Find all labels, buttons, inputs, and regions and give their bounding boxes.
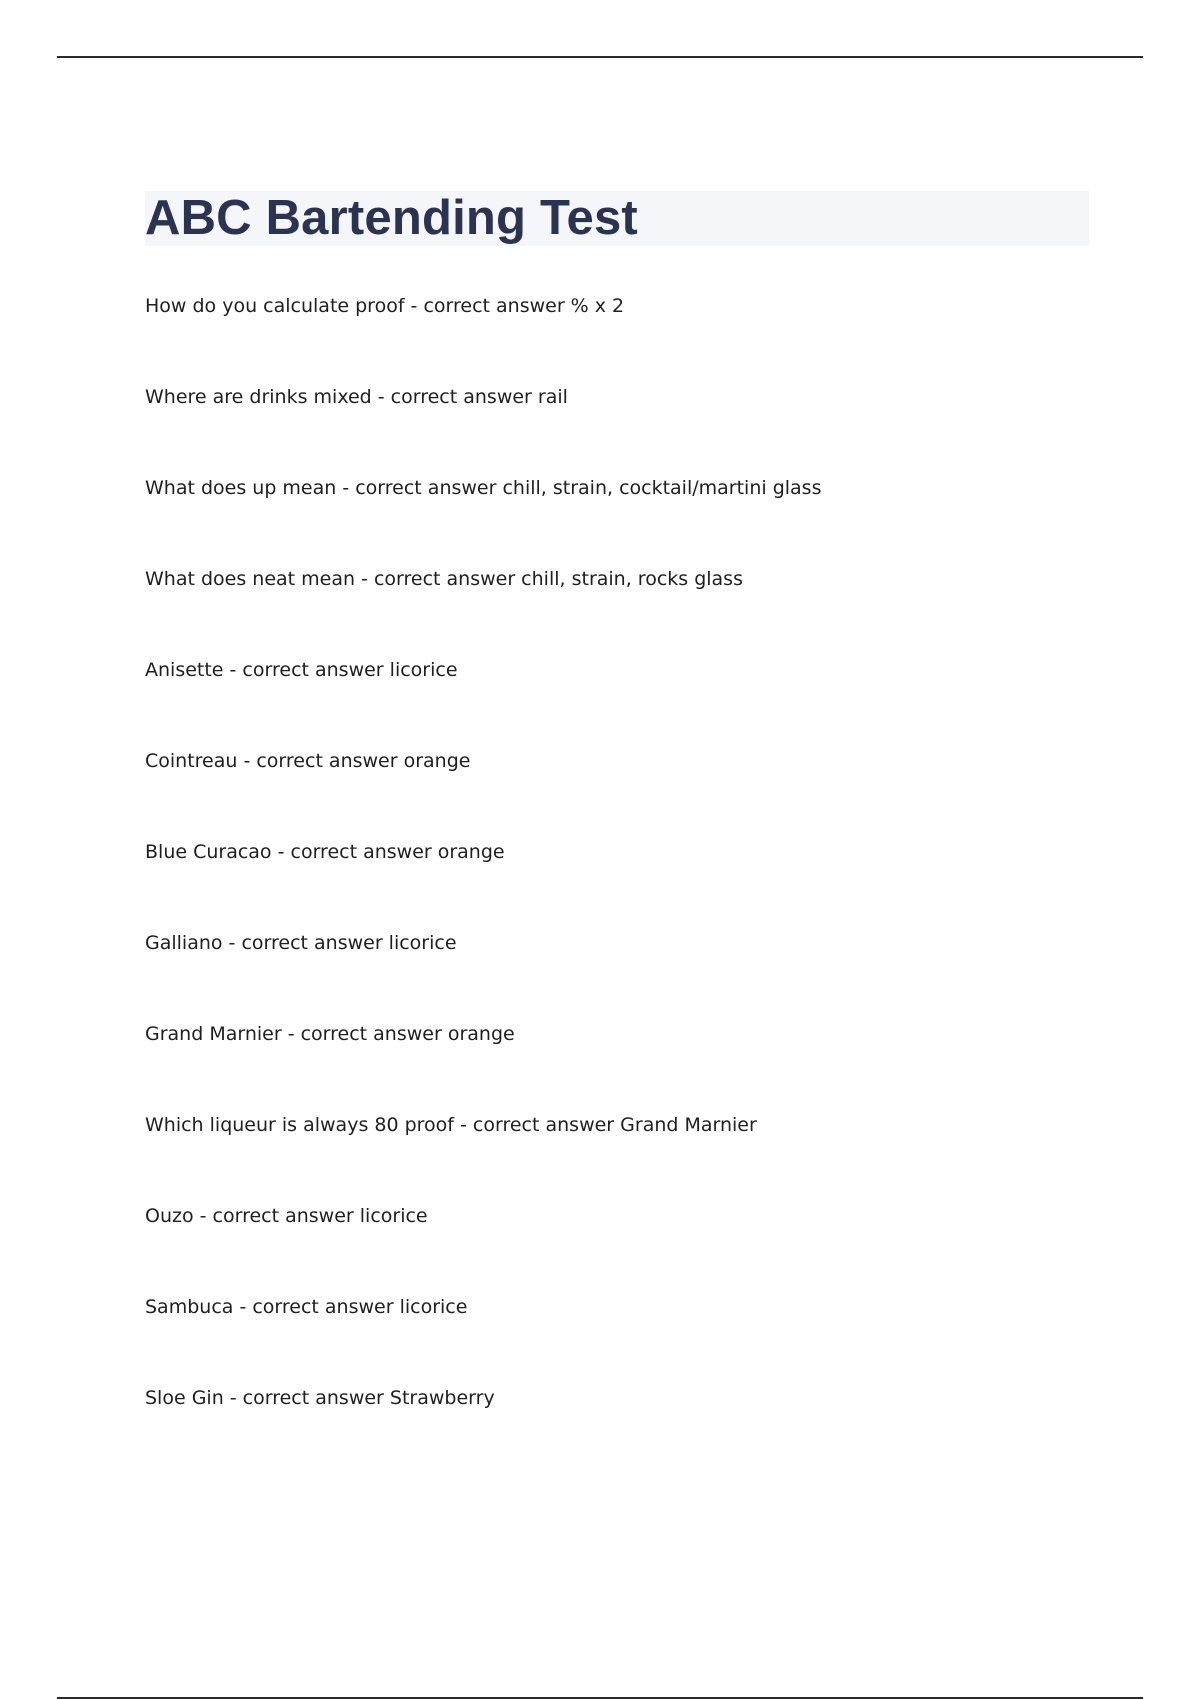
qa-item-7: Blue Curacao - correct answer orange bbox=[145, 841, 505, 863]
qa-item-12: Sambuca - correct answer licorice bbox=[145, 1296, 468, 1318]
qa-item-13: Sloe Gin - correct answer Strawberry bbox=[145, 1387, 495, 1409]
qa-item-3: What does up mean - correct answer chill, strain, cocktail/martini glass bbox=[145, 477, 822, 499]
qa-item-8: Galliano - correct answer licorice bbox=[145, 932, 457, 954]
qa-item-10: Which liqueur is always 80 proof - correct answer Grand Marnier bbox=[145, 1114, 757, 1136]
qa-list bbox=[145, 291, 1095, 1474]
qa-item-9: Grand Marnier - correct answer orange bbox=[145, 1023, 515, 1045]
qa-item-2: Where are drinks mixed - correct answer rail bbox=[145, 386, 568, 408]
top-divider bbox=[57, 56, 1143, 58]
qa-item-11: Ouzo - correct answer licorice bbox=[145, 1205, 428, 1227]
document-title: ABC Bartending Test bbox=[145, 191, 638, 245]
qa-item-4: What does neat mean - correct answer chill, strain, rocks glass bbox=[145, 568, 743, 590]
bottom-divider bbox=[57, 1697, 1143, 1699]
qa-item-6: Cointreau - correct answer orange bbox=[145, 750, 471, 772]
qa-item-1: How do you calculate proof - correct answer % x 2 bbox=[145, 295, 625, 317]
qa-item-5: Anisette - correct answer licorice bbox=[145, 659, 458, 681]
